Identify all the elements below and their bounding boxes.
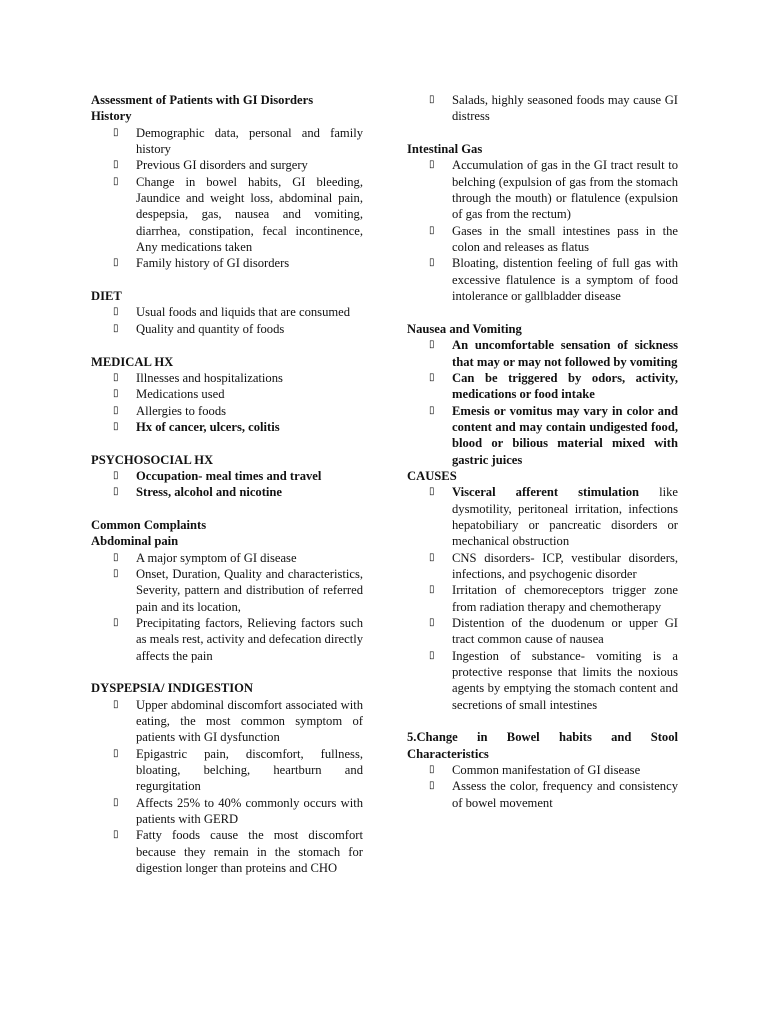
section-heading: Nausea and Vomiting: [407, 321, 522, 336]
bullet-list: [91, 370, 363, 435]
bullet-icon: ▯: [113, 306, 119, 318]
spacer: [91, 337, 363, 353]
list-item-text: Change in bowel habits, GI bleeding, Jaundice and weight loss, abdominal pain, despepsia, gas, nausea and vomiting, diarrhea, constipation, fecal incontinence, Any medications taken: [136, 174, 363, 255]
section-heading: Intestinal Gas: [407, 142, 483, 157]
list-item-text: Illnesses and hospitalizations: [136, 370, 283, 385]
list-item-text: Hx of cancer, ulcers, colitis: [136, 419, 280, 434]
list-item-text: Common manifestation of GI disease: [452, 763, 641, 778]
list-item-text: Stress, alcohol and nicotine: [136, 485, 283, 500]
list-item: [91, 615, 363, 664]
list-item: [407, 582, 678, 615]
section-heading: Assessment of Patients with GI Disorders: [91, 93, 314, 107]
bullet-list: [407, 157, 678, 304]
list-item: [91, 386, 363, 402]
list-item-text: Upper abdominal discomfort associated with eating, the most common symptom of patients with GI dysfunction: [136, 697, 363, 745]
list-item-text: Precipitating factors, Relieving factors such as meals rest, activity and defecation directly affects the pain: [136, 616, 363, 663]
list-item-text: Previous GI disorders and surgery: [136, 158, 308, 173]
bullet-icon: ▯: [113, 486, 119, 498]
section-heading: Abdominal pain: [91, 534, 179, 549]
bullet-list: [91, 125, 363, 272]
list-item: [407, 92, 678, 125]
bullet-icon: ▯: [429, 94, 435, 105]
section-heading: PSYCHOSOCIAL HX: [91, 452, 214, 467]
list-item: [91, 827, 363, 876]
spacer: [91, 272, 363, 288]
list-item-text: Distention of the duodenum or upper GI tract common cause of nausea: [452, 616, 678, 647]
section-heading: DYSPEPSIA/ INDIGESTION: [91, 681, 254, 696]
list-item: [407, 337, 678, 370]
bullet-icon: ▯: [429, 257, 435, 269]
bullet-icon: ▯: [113, 322, 119, 334]
list-item: [91, 795, 363, 828]
spacer: [407, 304, 678, 320]
list-item: [407, 778, 678, 811]
list-item: [91, 304, 363, 320]
list-item-text: Accumulation of gas in the GI tract result to belching (expulsion of gas from the stomach through the mouth) or flatulence (expulsion of gas from the rectum): [452, 158, 678, 222]
bullet-list: [91, 550, 363, 664]
bullet-icon: ▯: [429, 404, 435, 416]
list-item: [407, 615, 678, 648]
spacer: [407, 713, 678, 729]
list-item-text: Occupation- meal times and travel: [136, 468, 322, 483]
section-heading: 5.Change in Bowel habits and Stool Characteristics: [407, 730, 678, 761]
section-heading: MEDICAL HX: [91, 354, 174, 369]
bullet-icon: ▯: [429, 780, 435, 792]
bullet-icon: ▯: [113, 420, 119, 432]
bullet-list: [407, 92, 678, 125]
spacer: [91, 664, 363, 680]
list-item-text: Salads, highly seasoned foods may cause GI distress: [452, 93, 678, 124]
bullet-icon: ▯: [429, 551, 435, 563]
bullet-icon: ▯: [113, 617, 119, 628]
bullet-list: [91, 304, 363, 337]
list-item: [407, 223, 678, 256]
list-item: [91, 157, 363, 173]
bullet-icon: ▯: [113, 159, 119, 171]
list-item-text: Ingestion of substance- vomiting is a protective response that limits the noxious agents by emptying the stomach content and secretions of small intestines: [452, 648, 678, 712]
spacer: [407, 125, 678, 141]
bullet-icon: ▯: [429, 486, 435, 498]
list-item-text: Allergies to foods: [136, 403, 227, 418]
list-item-text: Emesis or vomitus may vary in color and content and may contain undigested food, blood or bilious material mixed with gastric juices: [452, 403, 678, 467]
list-item-text: Visceral afferent stimulation like dysmotility, peritoneal irritation, infections hepatobiliary or pancreatic disorders or mechanical obstruction: [452, 485, 678, 549]
bullet-icon: ▯: [113, 829, 119, 841]
bullet-icon: ▯: [429, 617, 435, 628]
bullet-icon: ▯: [113, 126, 119, 138]
bullet-icon: ▯: [429, 584, 435, 596]
list-item: [91, 550, 363, 566]
spacer: [91, 501, 363, 517]
list-item: [407, 403, 678, 468]
bullet-icon: ▯: [113, 388, 119, 400]
list-item-text: Fatty foods cause the most discomfort because they remain in the stomach for digestion longer than proteins and CHO: [136, 828, 363, 876]
section-heading: History: [91, 109, 132, 124]
list-item: [91, 484, 363, 500]
bullet-icon: ▯: [429, 339, 435, 351]
bullet-icon: ▯: [113, 175, 119, 187]
left-column: [91, 92, 363, 877]
list-item: [407, 550, 678, 583]
bullet-icon: ▯: [429, 764, 435, 776]
list-item: [407, 255, 678, 304]
list-item-text: Onset, Duration, Quality and characteristics, Severity, pattern and distribution of referred pain and its location,: [136, 566, 363, 614]
right-column: [407, 92, 678, 811]
list-item: [91, 370, 363, 386]
bullet-list: [91, 697, 363, 877]
list-item: [91, 566, 363, 615]
list-item: [91, 419, 363, 435]
bullet-icon: ▯: [113, 404, 119, 416]
list-item-text: Demographic data, personal and family history: [136, 125, 363, 157]
list-item-text: A major symptom of GI disease: [136, 550, 297, 565]
bullet-list: [407, 484, 678, 713]
list-item: [407, 370, 678, 403]
list-item: [91, 125, 363, 158]
section-heading: CAUSES: [407, 468, 457, 483]
bullet-icon: ▯: [429, 371, 435, 383]
list-item-text: Medications used: [136, 387, 225, 402]
list-item-text: Quality and quantity of foods: [136, 321, 285, 336]
list-item-text: Family history of GI disorders: [136, 256, 290, 271]
bullet-icon: ▯: [113, 469, 119, 481]
list-item-text: An uncomfortable sensation of sickness that may or may not followed by vomiting: [452, 338, 678, 369]
section-heading: DIET: [91, 289, 122, 304]
bullet-icon: ▯: [429, 224, 435, 236]
bullet-icon: ▯: [429, 649, 435, 661]
list-item: [91, 468, 363, 484]
list-item: [407, 762, 678, 778]
bullet-icon: ▯: [113, 747, 119, 759]
list-item: [91, 403, 363, 419]
list-item: [91, 321, 363, 337]
spacer: [91, 435, 363, 451]
bullet-list: [407, 762, 678, 811]
bullet-icon: ▯: [429, 159, 435, 171]
bullet-icon: ▯: [113, 371, 119, 383]
list-item-text: Affects 25% to 40% commonly occurs with patients with GERD: [136, 795, 363, 827]
bullet-icon: ▯: [113, 796, 119, 808]
list-item-text: Bloating, distention feeling of full gas with excessive flatulence is a symptom of food intolerance or gallbladder disease: [452, 256, 678, 304]
bullet-icon: ▯: [113, 257, 119, 269]
section-heading: Common Complaints: [91, 517, 207, 532]
list-item-text: Assess the color, frequency and consistency of bowel movement: [452, 779, 678, 810]
list-item: [407, 484, 678, 549]
bullet-list: [407, 337, 678, 468]
bullet-icon: ▯: [113, 698, 119, 710]
list-item: [407, 157, 678, 222]
list-item-text: Irritation of chemoreceptors trigger zone from radiation therapy and chemotherapy: [452, 583, 678, 614]
list-item: [91, 697, 363, 746]
list-item-text: Epigastric pain, discomfort, fullness, bloating, belching, heartburn and regurgitation: [136, 746, 363, 794]
bullet-icon: ▯: [113, 567, 119, 579]
list-item: [91, 174, 363, 256]
list-item-text: CNS disorders- ICP, vestibular disorders, infections, and psychogenic disorder: [452, 550, 678, 581]
list-item: [91, 746, 363, 795]
list-item: [91, 255, 363, 271]
list-item: [407, 648, 678, 713]
list-item-text: Can be triggered by odors, activity, medications or food intake: [452, 370, 678, 402]
bullet-list: [91, 468, 363, 501]
list-item-text: Usual foods and liquids that are consumed: [136, 305, 351, 320]
list-item-text: Gases in the small intestines pass in the colon and releases as flatus: [452, 223, 678, 255]
bullet-icon: ▯: [113, 551, 119, 563]
